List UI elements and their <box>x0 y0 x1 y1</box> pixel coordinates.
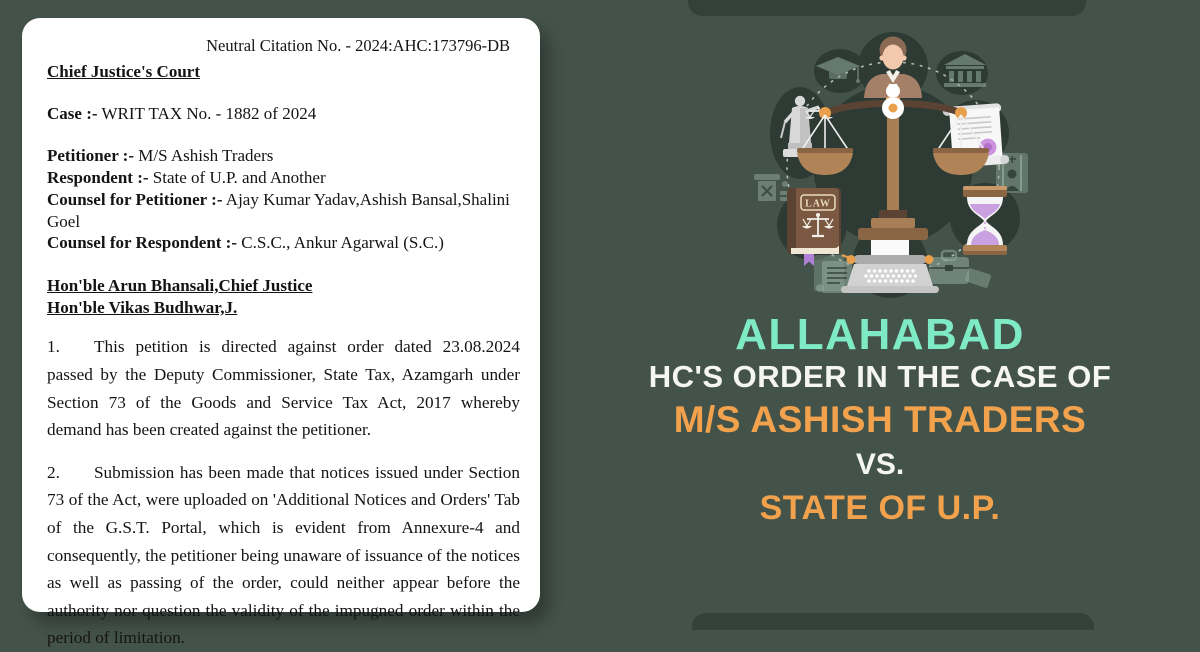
paragraph-number: 2. <box>47 462 60 482</box>
paragraph-text: This petition is directed against order dated 23.08.2024 passed by the Deputy Commissioner, State Tax, Azamgarh under Section 73 of the Goods and Service Tax Act, 2017 whereby demand has been created against the petitioner. <box>47 337 520 440</box>
respondent-value: State of U.P. and Another <box>152 168 326 188</box>
headline-vs: VS. <box>855 448 905 481</box>
case-label: Case :- <box>47 104 98 123</box>
podium-icon <box>754 174 792 201</box>
headline-petitioner: M/S ASHISH TRADERS <box>673 399 1087 440</box>
respondent-label: Respondent :- <box>47 168 149 188</box>
headline-respondent: STATE OF U.P. <box>759 489 1001 527</box>
headline-court-city: ALLAHABAD <box>735 310 1025 359</box>
paragraph-text: Submission has been made that notices issued under Section 73 of the Act, were uploaded on 'Additional Notices and Orders' Tab of the G.S.T. Portal, which is evident from Annexure-4 and consequently, the petitioner being unaware of issuance of the notices as well as passing of the order, could neither appear before the authority nor question the validity of the impugned order within the period of limitation. <box>47 462 520 648</box>
petitioner-line <box>47 145 520 167</box>
judge-line: Hon'ble Arun Bhansali,Chief Justice <box>47 275 313 295</box>
order-paragraph-1 <box>47 333 520 443</box>
typewriter-icon <box>841 233 939 293</box>
petitioner-label: Petitioner :- <box>47 146 135 166</box>
court-name: Chief Justice's Court <box>47 62 200 81</box>
respondent-line <box>47 167 520 189</box>
counsel-petitioner-line <box>47 189 520 233</box>
spacer <box>47 83 520 104</box>
counsel-respondent-value: C.S.C., Ankur Agarwal (S.C.) <box>241 233 444 253</box>
counsel-petitioner-value: Ajay Kumar Yadav,Ashish Bansal,Shalini Goel <box>47 189 510 231</box>
paragraph-number: 1. <box>47 337 60 357</box>
law-book-label: LAW <box>805 198 831 210</box>
judge-line: Hon'ble Vikas Budhwar,J. <box>47 297 238 317</box>
counsel-respondent-label: Counsel for Respondent :- <box>47 233 238 253</box>
court-order-card <box>22 18 540 648</box>
neutral-citation: Neutral Citation No. - 2024:AHC:173796-DB <box>206 36 510 55</box>
order-paragraph-2 <box>47 459 520 652</box>
petitioner-value: M/S Ashish Traders <box>138 146 274 166</box>
justice-illustration <box>730 5 1060 305</box>
briefcase-icon <box>929 251 992 288</box>
headline-subtitle: HC'S ORDER IN THE CASE OF <box>648 359 1112 394</box>
headline-block <box>565 311 1195 530</box>
counsel-respondent-line <box>47 232 520 254</box>
judges-block <box>47 275 520 319</box>
spacer <box>47 125 520 146</box>
bottom-right-accent-tab <box>692 613 1094 630</box>
case-line <box>47 103 520 125</box>
case-value: WRIT TAX No. - 1882 of 2024 <box>101 104 317 123</box>
spacer <box>47 254 520 275</box>
counsel-petitioner-label: Counsel for Petitioner :- <box>47 189 223 209</box>
